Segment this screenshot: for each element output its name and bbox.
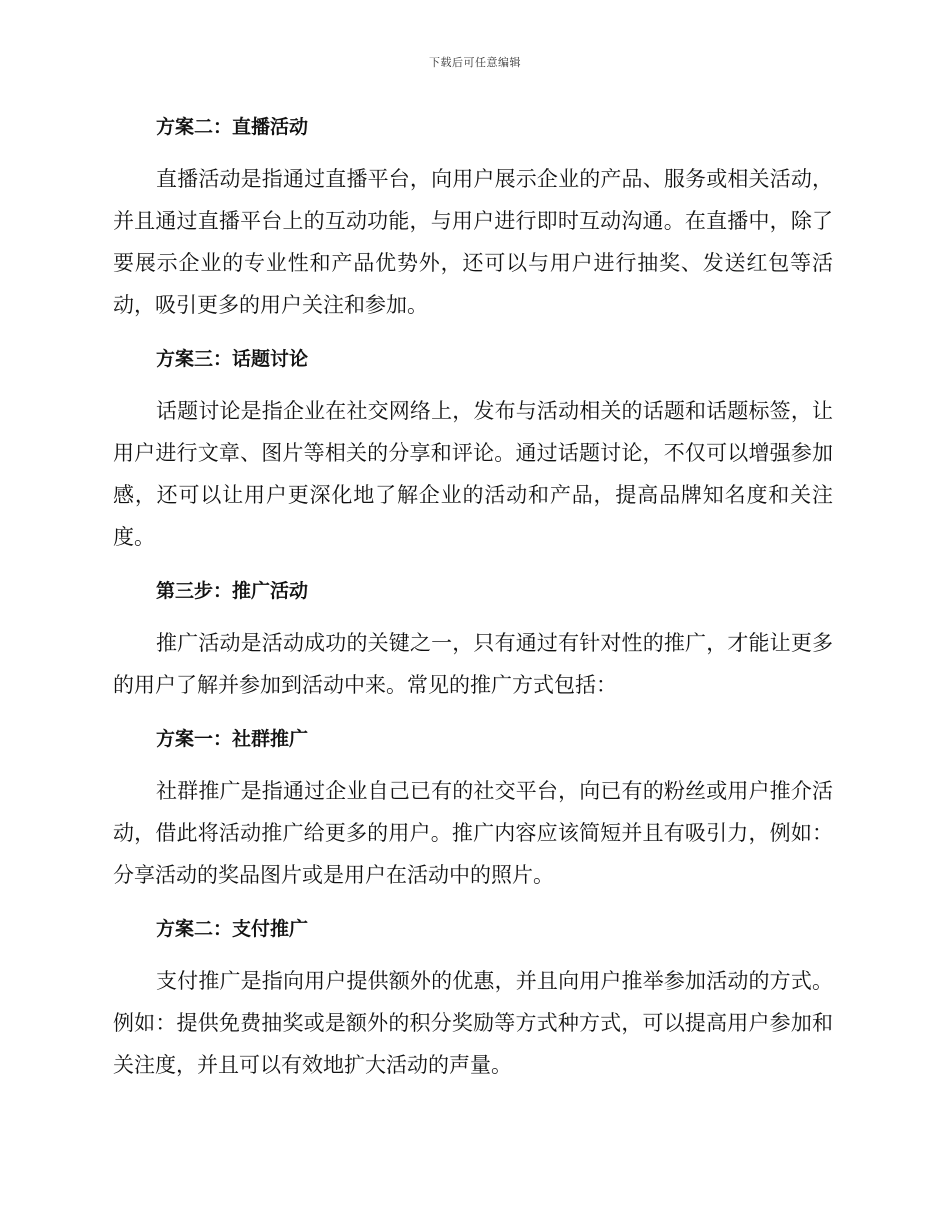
- section-paragraph-payment-promotion: 支付推广是指向用户提供额外的优惠，并且向用户推举参加活动的方式。例如：提供免费抽奖或是额外的积分奖励等方式种方式，可以提高用户参加和关注度，并且可以有效地扩大活动的声量。: [113, 969, 833, 1077]
- section-paragraph-promotion: 推广活动是活动成功的关键之一，只有通过有针对性的推广，才能让更多的用户了解并参加到活动中来。常见的推广方式包括：: [113, 631, 833, 697]
- section-heading-payment-promotion: 方案二：支付推广: [156, 918, 309, 940]
- document-body: [113, 106, 833, 1098]
- page-header: 下载后可任意编辑: [429, 56, 521, 69]
- section-heading-community-promotion: 方案一：社群推广: [156, 728, 309, 750]
- section-heading-topic-discussion: 方案三：话题讨论: [156, 348, 309, 370]
- section-paragraph-topic-discussion: 话题讨论是指企业在社交网络上，发布与活动相关的话题和话题标签，让用户进行文章、图片等相关的分享和评论。通过话题讨论，不仅可以增强参加感，还可以让用户更深化地了解企业的活动和产品，提高品牌知名度和关注度。: [113, 399, 833, 549]
- section-heading-promotion: 第三步：推广活动: [156, 580, 309, 602]
- section-paragraph-live-stream: 直播活动是指通过直播平台，向用户展示企业的产品、服务或相关活动，并且通过直播平台上的互动功能，与用户进行即时互动沟通。在直播中，除了要展示企业的专业性和产品优势外，还可以与用户进行抽奖、发送红包等活动，吸引更多的用户关注和参加。: [113, 167, 833, 317]
- section-paragraph-community-promotion: 社群推广是指通过企业自己已有的社交平台，向已有的粉丝或用户推介活动，借此将活动推广给更多的用户。推广内容应该简短并且有吸引力，例如：分享活动的奖品图片或是用户在活动中的照片。: [113, 779, 833, 887]
- section-heading-live-stream: 方案二：直播活动: [156, 116, 309, 138]
